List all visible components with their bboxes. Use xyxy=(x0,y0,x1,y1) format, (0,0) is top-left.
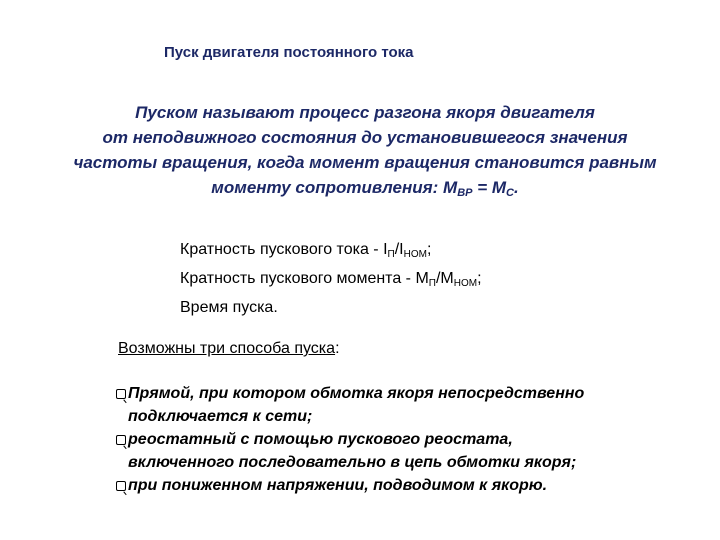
method-direct-line-1: Прямой, при котором обмотка якоря непосредственно xyxy=(128,385,585,402)
definition-line-3: частоты вращения, когда момент вращения становится равным xyxy=(73,153,657,172)
torque-ratio-end: ; xyxy=(477,270,482,287)
method-reduced-voltage-line-1: при пониженном напряжении, подводимом к якорю. xyxy=(128,477,548,494)
current-ratio-prefix: Кратность пускового тока - I xyxy=(180,241,388,258)
current-ratio-mid: /I xyxy=(394,241,404,258)
method-item-reduced-voltage xyxy=(116,474,584,497)
definition-sub-c: С xyxy=(506,187,514,199)
torque-ratio-sub-p: П xyxy=(428,278,436,289)
definition-line-4 xyxy=(60,175,670,206)
method-rheostat-line-1: реостатный с помощью пускового реостата, xyxy=(128,431,513,448)
definition-line-4-prefix: моменту сопротивления: М xyxy=(211,178,458,197)
definition-line-4-mid: = М xyxy=(472,178,507,197)
methods-heading-colon: : xyxy=(335,340,340,357)
methods-heading xyxy=(118,340,340,358)
definition-line-2: от неподвижного состояния до установившегося значения xyxy=(102,128,628,147)
torque-ratio-sub-nom: НОМ xyxy=(453,278,478,289)
ratios-block xyxy=(180,238,482,320)
checkbox-bullet-icon xyxy=(116,481,126,491)
definition-line-1: Пуском называют процесс разгона якоря двигателя xyxy=(135,103,595,122)
torque-ratio-line xyxy=(180,267,482,296)
checkbox-bullet-icon xyxy=(116,435,126,445)
definition-sub-vr: ВР xyxy=(457,187,473,199)
current-ratio-line xyxy=(180,238,482,267)
torque-ratio-prefix: Кратность пускового момента - М xyxy=(180,270,429,287)
current-ratio-end: ; xyxy=(426,241,432,258)
definition-paragraph xyxy=(60,100,670,206)
page-title: Пуск двигателя постоянного тока xyxy=(164,44,414,61)
method-item-rheostat xyxy=(116,428,584,451)
methods-heading-text: Возможны три способа пуска xyxy=(118,340,336,357)
current-ratio-sub-nom: НОМ xyxy=(403,249,427,260)
method-rheostat-line-2: включенного последовательно в цепь обмотки якоря; xyxy=(128,454,577,471)
current-ratio-sub-p: П xyxy=(387,249,395,260)
method-direct-line-2: подключается к сети; xyxy=(128,408,313,425)
method-item-direct xyxy=(116,382,584,405)
torque-ratio-mid: /М xyxy=(435,270,454,287)
checkbox-bullet-icon xyxy=(116,389,126,399)
definition-line-4-end: . xyxy=(513,178,519,197)
start-time-line: Время пуска. xyxy=(180,299,278,316)
methods-list xyxy=(116,382,584,497)
